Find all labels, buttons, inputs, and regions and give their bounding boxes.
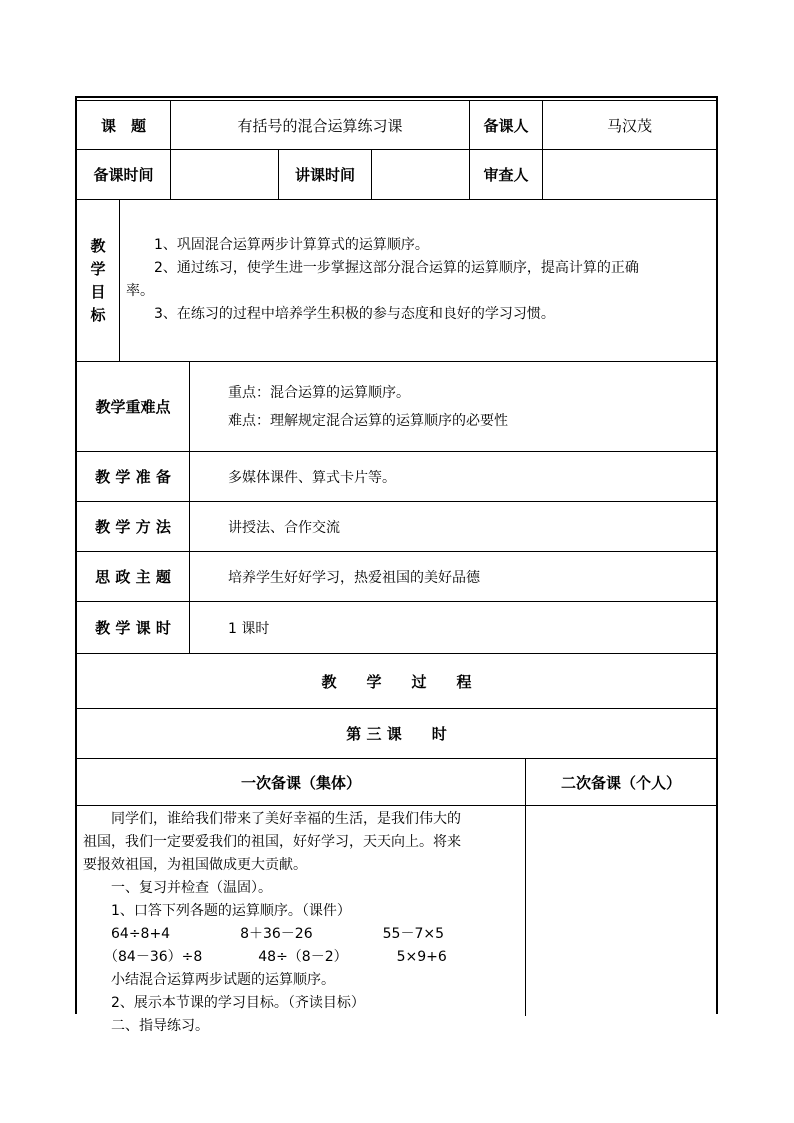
lesson-line: 2、展示本节课的学习目标。（齐读目标） xyxy=(83,995,365,1011)
objective-line: 2、通过练习，使学生进一步掌握这部分混合运算的运算顺序，提高计算的正确 xyxy=(126,260,639,276)
lesson-line: 同学们，谁给我们带来了美好幸福的生活，是我们伟大的 xyxy=(83,811,461,827)
second-prep-content xyxy=(525,806,716,1016)
method-label: 教 学 方 法 xyxy=(95,518,171,536)
key-points-content xyxy=(189,362,716,451)
objective-line: 率。 xyxy=(126,283,154,299)
first-prep-header: 一次备课（集体） xyxy=(240,773,361,792)
lesson-text xyxy=(83,808,523,1038)
prep-time-label: 备课时间 xyxy=(93,166,154,184)
preparation-value: 多媒体课件、算式卡片等。 xyxy=(189,452,716,501)
ideology-label: 思 政 主 题 xyxy=(95,568,171,586)
topic-label: 课 题 xyxy=(100,116,146,135)
lecture-time-label: 讲课时间 xyxy=(278,150,371,199)
preparation-row xyxy=(77,452,716,502)
reviewer-value xyxy=(542,150,716,199)
lesson-plan-table xyxy=(75,96,718,1034)
objectives-label-char: 目 xyxy=(90,282,106,301)
method-value: 讲授法、合作交流 xyxy=(189,502,716,551)
objectives-label-char: 标 xyxy=(90,305,106,324)
lesson-line: 小结混合运算两步试题的运算顺序。 xyxy=(83,972,335,988)
objectives-row xyxy=(77,200,716,362)
process-title: 教 学 过 程 xyxy=(321,672,472,691)
objective-line: 1、巩固混合运算两步计算算式的运算顺序。 xyxy=(126,237,429,253)
hours-value: 1 课时 xyxy=(189,602,716,653)
session-title-row xyxy=(77,709,716,759)
ideology-row xyxy=(77,552,716,602)
hours-row xyxy=(77,602,716,654)
time-row xyxy=(77,150,716,200)
key-points-label: 教学重难点 xyxy=(95,398,171,416)
lesson-line: 二、指导练习。 xyxy=(83,1018,209,1034)
difficult-point-line: 难点：理解规定混合运算的运算顺序的必要性 xyxy=(228,412,508,429)
preparation-label: 教 学 准 备 xyxy=(95,468,171,486)
column-header-row xyxy=(77,759,716,806)
second-prep-header: 二次备课（个人） xyxy=(525,759,716,805)
process-title-row xyxy=(77,654,716,709)
preparer-value: 马汉茂 xyxy=(542,101,716,149)
topic-row xyxy=(77,100,716,150)
topic-value: 有括号的混合运算练习课 xyxy=(170,101,469,149)
hours-label: 教 学 课 时 xyxy=(95,619,171,637)
lesson-content-row xyxy=(77,806,716,1034)
first-prep-content xyxy=(77,806,525,1034)
lesson-line: 一、复习并检查（温固）。 xyxy=(83,880,272,896)
objectives-label-char: 学 xyxy=(90,259,106,278)
session-title: 第 三 课 时 xyxy=(346,725,447,743)
key-point-line: 重点：混合运算的运算顺序。 xyxy=(228,384,410,401)
objectives-content xyxy=(119,200,716,361)
lesson-line: （84－36）÷8 48÷（8－2） 5×9+6 xyxy=(83,949,447,965)
lesson-line: 1、口答下列各题的运算顺序。（课件） xyxy=(83,903,351,919)
objectives-label-char: 教 xyxy=(90,236,106,255)
ideology-value: 培养学生好好学习，热爱祖国的美好品德 xyxy=(189,552,716,601)
key-points-row xyxy=(77,362,716,452)
method-row xyxy=(77,502,716,552)
reviewer-label: 审查人 xyxy=(469,150,542,199)
objective-line: 3、在练习的过程中培养学生积极的参与态度和良好的学习习惯。 xyxy=(126,306,555,322)
lesson-line: 祖国，我们一定要爱我们的祖国，好好学习，天天向上。将来 xyxy=(83,834,461,850)
objectives-label xyxy=(77,200,119,361)
lesson-line: 要报效祖国，为祖国做成更大贡献。 xyxy=(83,857,307,873)
lesson-line: 64÷8+4 8＋36－26 55－7×5 xyxy=(83,926,444,942)
prep-time-value xyxy=(170,150,278,199)
objectives-text xyxy=(126,234,639,326)
preparer-label: 备课人 xyxy=(469,101,542,149)
lecture-time-value xyxy=(371,150,469,199)
